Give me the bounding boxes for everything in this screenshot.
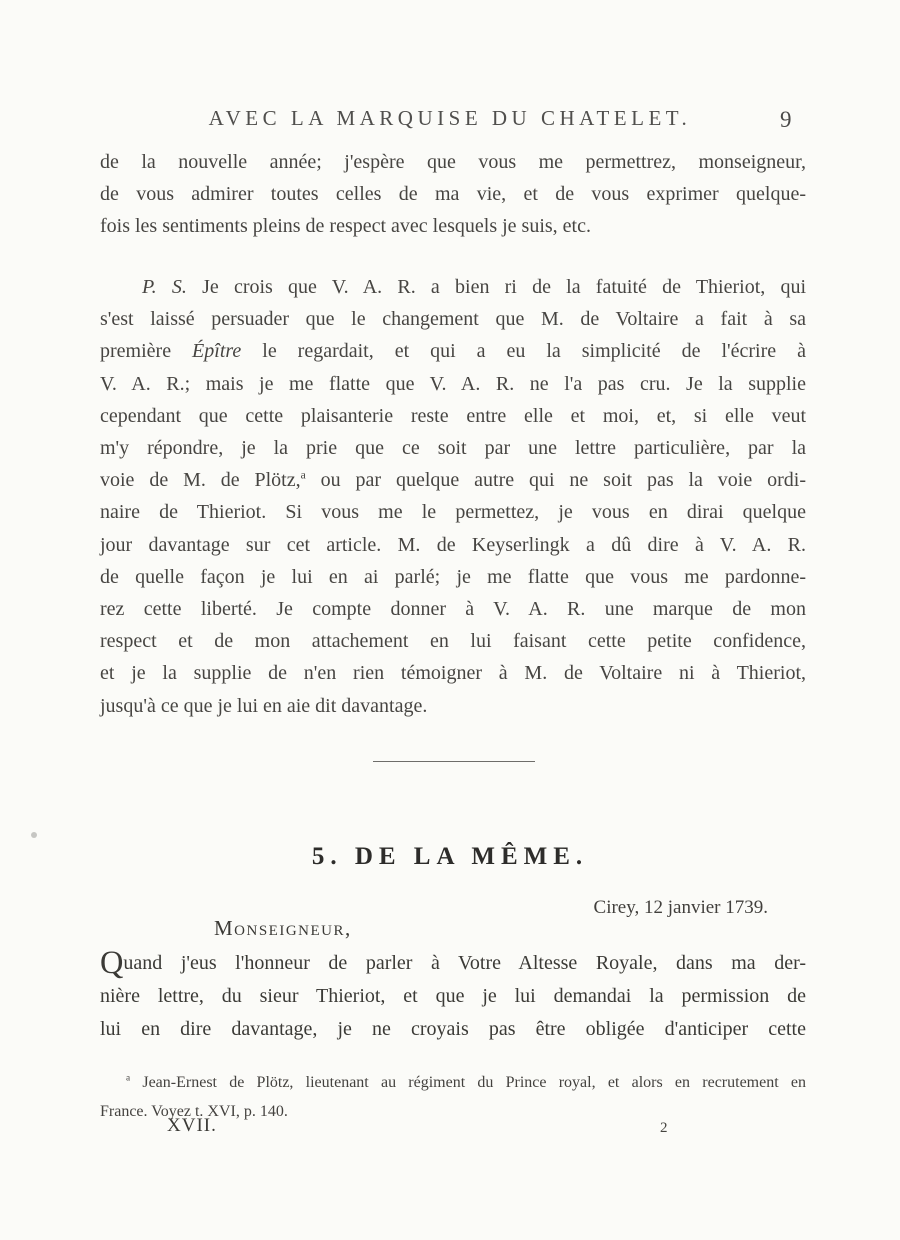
signature-mark: 2 bbox=[660, 1120, 668, 1136]
text-line: et je la supplie de n'en rien témoigner à M. de Voltaire ni à Thieriot, bbox=[100, 662, 806, 685]
text-line: jour davantage sur cet article. M. de Keyserlingk a dû dire à V. A. R. bbox=[100, 533, 806, 556]
footer-volume-number: XVII. bbox=[167, 1115, 217, 1136]
letter-opening-paragraph bbox=[100, 944, 806, 1046]
page-number: 9 bbox=[780, 107, 792, 132]
text-line: de vous admirer toutes celles de ma vie, et de vous exprimer quelque- bbox=[100, 183, 806, 206]
text-line: première Épître le regardait, et qui a eu la simplicité de l'écrire à bbox=[100, 340, 806, 363]
running-title: AVEC LA MARQUISE DU CHATELET. bbox=[208, 106, 692, 130]
salutation: Monseigneur, bbox=[214, 916, 352, 940]
letter-closing-paragraph bbox=[100, 146, 806, 243]
text-line: fois les sentiments pleins de respect avec lesquels je suis, etc. bbox=[100, 215, 591, 238]
text-line: respect et de mon attachement en lui faisant cette petite confidence, bbox=[100, 630, 806, 653]
text-line: m'y répondre, je la prie que ce soit par une lettre particulière, par la bbox=[100, 437, 806, 460]
text-line: de quelle façon je lui en ai parlé; je me flatte que vous me pardonne- bbox=[100, 565, 806, 588]
text-line: nière lettre, du sieur Thieriot, et que je lui demandai la permission de bbox=[100, 985, 806, 1007]
section-divider-rule bbox=[373, 761, 535, 762]
text-line: rez cette liberté. Je compte donner à V. A. R. une marque de mon bbox=[100, 598, 806, 621]
text-line: V. A. R.; mais je me flatte que V. A. R. ne l'a pas cru. Je la supplie bbox=[100, 372, 806, 395]
dateline: Cirey, 12 janvier 1739. bbox=[593, 897, 768, 918]
text-line: Quand j'eus l'honneur de parler à Votre Altesse Royale, dans ma der- bbox=[100, 944, 806, 981]
text-line: cependant que cette plaisanterie reste entre elle et moi, et, si elle veut bbox=[100, 404, 806, 427]
text-line: de la nouvelle année; j'espère que vous me permettrez, monseigneur, bbox=[100, 151, 806, 173]
text-line: France. Voyez t. XVI, p. 140. bbox=[100, 1103, 288, 1120]
text-line: voie de M. de Plötz,$^a$ ou par quelque autre qui ne soit pas la voie ordi- bbox=[100, 468, 806, 492]
text-line: jusqu'à ce que je lui en aie dit davantage. bbox=[100, 694, 428, 717]
scan-artifact-speck bbox=[31, 832, 37, 838]
text-line: s'est laissé persuader que le changement que M. de Voltaire a fait à sa bbox=[100, 308, 806, 331]
text-line: P. S. Je crois que V. A. R. a bien ri de la fatuité de Thieriot, qui bbox=[142, 276, 807, 298]
section-heading: 5. DE LA MÊME. bbox=[311, 843, 589, 870]
postscript-paragraph bbox=[100, 271, 806, 722]
text-line: $^a$ Jean-Ernest de Plötz, lieutenant au régiment du Prince royal, et alors en recrutement en bbox=[126, 1073, 806, 1091]
text-line: lui en dire davantage, je ne croyais pas être obligée d'anticiper cette bbox=[100, 1018, 806, 1040]
text-line: naire de Thieriot. Si vous me le permettez, je vous en dirai quelque bbox=[100, 501, 806, 524]
